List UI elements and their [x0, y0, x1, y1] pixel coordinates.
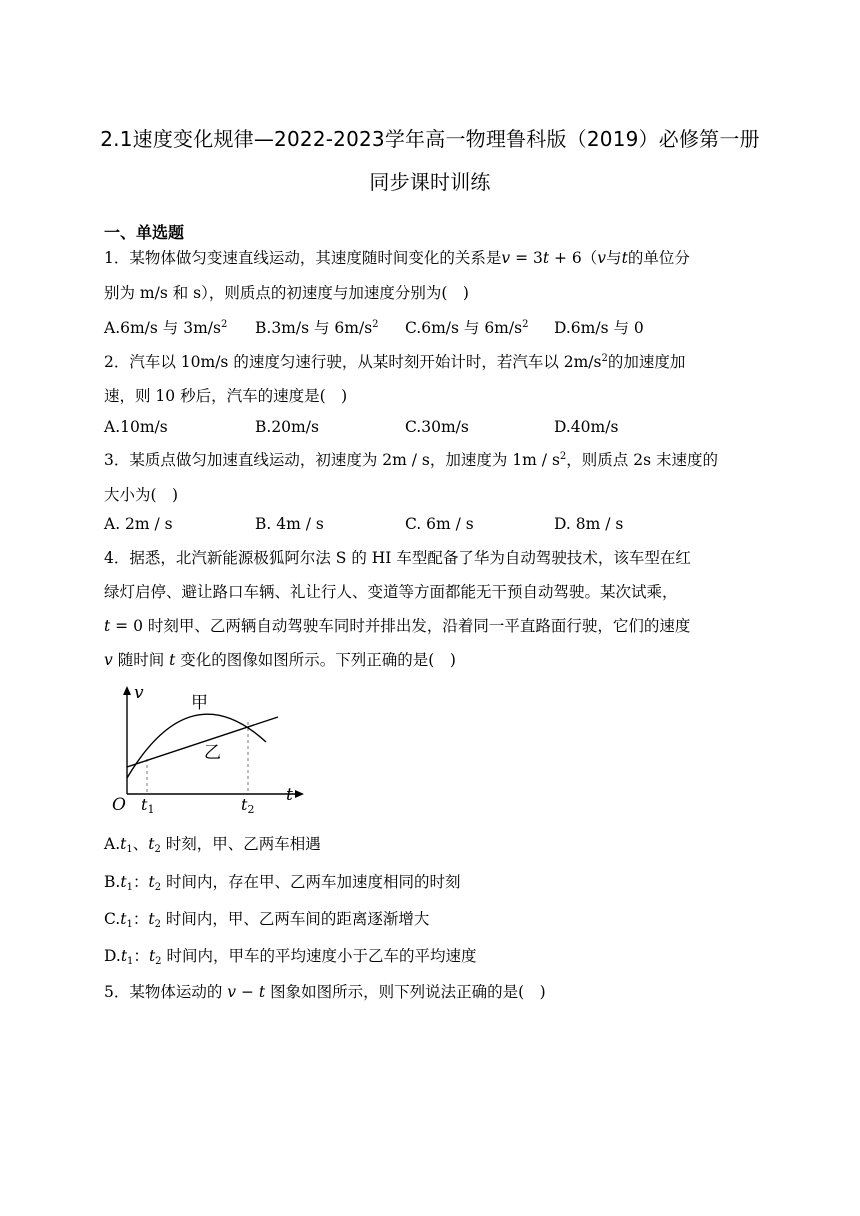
origin-label: O: [112, 795, 126, 815]
line-yi: [127, 717, 278, 767]
line-yi-label: 乙: [204, 743, 221, 763]
q2-line1: 2．汽车以 10m/s 的速度匀速行驶，从某时刻开始计时，若汽车以 $2m/s^2$的加速度加: [104, 353, 686, 371]
q3-line2: 大小为( ): [104, 486, 179, 504]
q2-option-d[interactable]: D.40m/s: [554, 418, 619, 436]
t-axis-arrow: [295, 790, 304, 798]
q4-line1: 4．据悉，北汽新能源极狐阿尔法 S 的 HI 车型配备了华为自动驾驶技术，该车型在红: [104, 549, 691, 567]
q2-option-a[interactable]: A.10m/s: [104, 418, 168, 436]
q2-line2: 速，则 10 秒后，汽车的速度是( ): [104, 387, 348, 405]
q4-line2: 绿灯启停、避让路口车辆、礼让行人、变道等方面都能无干预自动驾驶。某次试乘，: [104, 583, 678, 601]
q4-option-b[interactable]: $B.t_1$：$t_2$ 时间内，存在甲、乙两车加速度相同的时刻: [104, 873, 461, 893]
q1-line1: 1．某物体做匀变速直线运动，其速度随时间变化的关系是v = 3t + 6（v与t的单位分: [104, 249, 690, 267]
q4-option-a[interactable]: $A.t_1$、$t_2$ 时刻，甲、乙两车相遇: [104, 835, 321, 855]
q4-line3: t = 0 时刻甲、乙两辆自动驾驶车同时并排出发，沿着同一平直路面行驶，它们的速度: [104, 617, 691, 635]
q3-option-b[interactable]: B. 4m / s: [255, 515, 324, 533]
curve-jia: [127, 714, 266, 778]
t1-label: t1: [141, 795, 155, 816]
q1-option-c[interactable]: C.6m/s 与 $6m/s^2$: [405, 319, 529, 337]
v-axis-arrow: [123, 686, 131, 695]
q4-option-c[interactable]: $C.t_1$：$t_2$ 时间内，甲、乙两车间的距离逐渐增大: [104, 910, 430, 930]
curve-jia-label: 甲: [191, 693, 208, 713]
q3-line1: 3．某质点做匀加速直线运动，初速度为 2m / s，加速度为 $1m / s^2$，则质点 2s 末速度的: [104, 451, 718, 469]
q2-option-c[interactable]: C.30m/s: [405, 418, 469, 436]
q4-option-d[interactable]: $D.t_1$：$t_2$ 时间内，甲车的平均速度小于乙车的平均速度: [104, 947, 477, 967]
t2-label: t2: [241, 795, 255, 816]
document-title: 2.1速度变化规律—2022-2023学年高一物理鲁科版（2019）必修第一册: [100, 127, 760, 151]
document-subtitle: 同步课时训练: [369, 170, 491, 194]
q1-option-d[interactable]: D.6m/s 与 0: [554, 319, 644, 337]
velocity-time-graph: [100, 682, 310, 817]
q3-option-d[interactable]: D. 8m / s: [554, 515, 624, 533]
q3-option-a[interactable]: A. 2m / s: [104, 515, 173, 533]
q1-line2: 别为 m/s 和 s），则质点的初速度与加速度分别为( ): [104, 284, 469, 302]
q4-line4: v 随时间 t 变化的图像如图所示。下列正确的是( ): [104, 651, 456, 669]
q2-option-b[interactable]: B.20m/s: [255, 418, 319, 436]
t-axis-label: t: [286, 785, 293, 805]
q3-option-c[interactable]: C. 6m / s: [405, 515, 474, 533]
v-axis-label: v: [134, 683, 144, 703]
q5-line1: 5．某物体运动的 v − t 图象如图所示，则下列说法正确的是( ): [104, 983, 546, 1001]
section-heading: 一、单选题: [104, 223, 185, 242]
q1-option-b[interactable]: B.3m/s 与 $6m/s^2$: [255, 319, 379, 337]
q1-option-a[interactable]: A.6m/s 与 $3m/s^2$: [104, 319, 228, 337]
